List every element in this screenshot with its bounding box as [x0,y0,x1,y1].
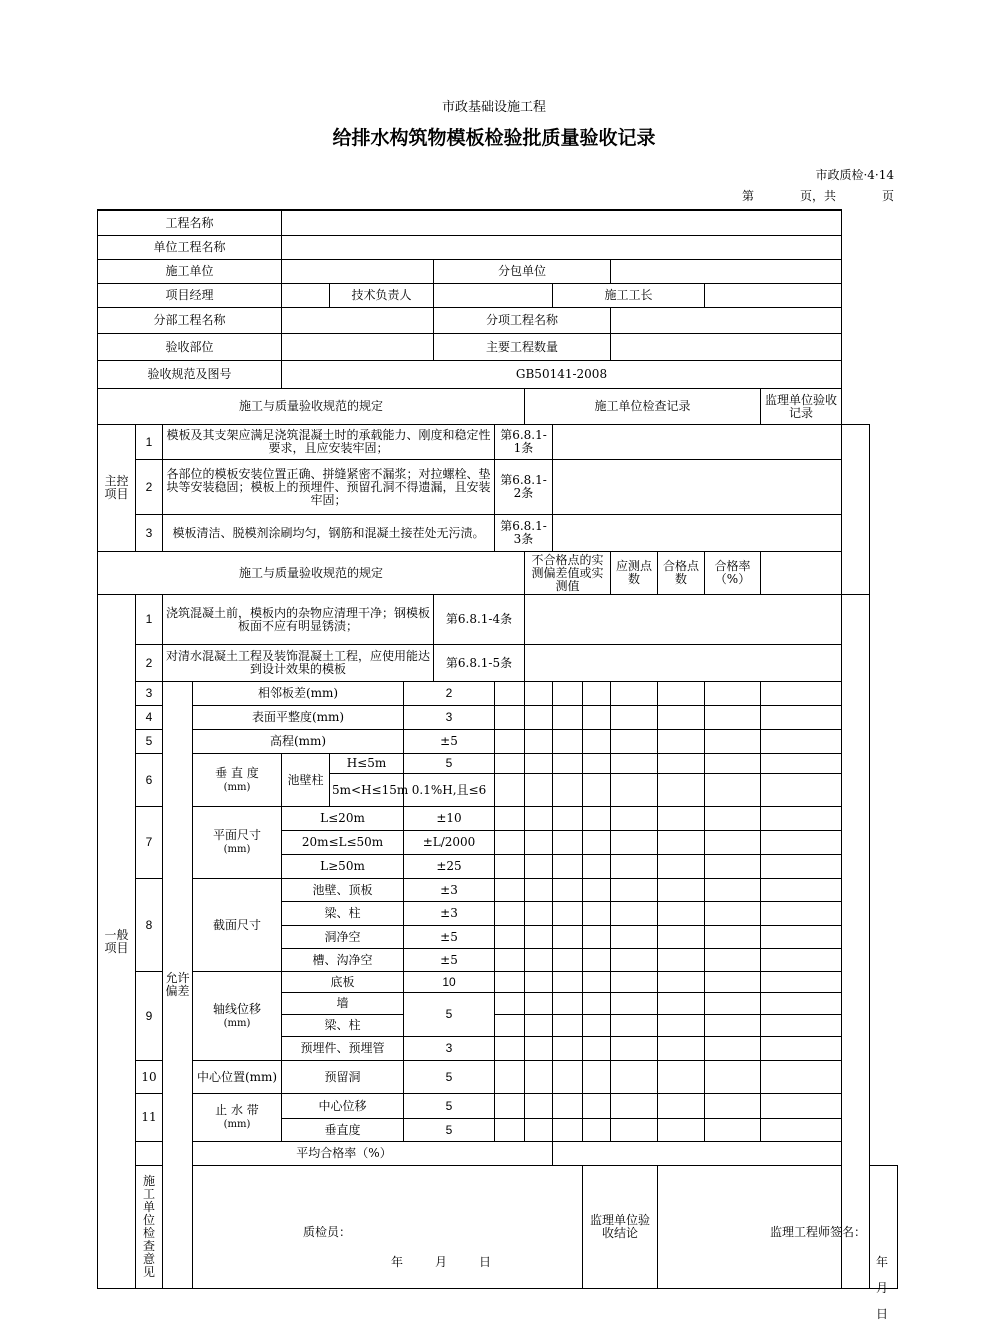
tolerance-value: 2 [404,682,495,706]
pass-rate-cell[interactable] [761,754,842,774]
deviation-cell[interactable] [611,754,658,774]
deviation-cell[interactable] [611,902,658,926]
month-label: 月 [435,1255,448,1269]
inspection-record-table [97,209,898,1321]
measured-points-cell[interactable] [658,902,705,926]
deviation-cell[interactable] [495,1015,525,1037]
deviation-cell[interactable] [525,1015,553,1037]
deviation-cell[interactable] [583,993,611,1015]
tolerance-item-no: 9 [136,972,163,1061]
qualified-points-cell[interactable] [705,1015,761,1037]
condition-label: L≤20m [282,807,404,831]
construction-unit-label: 施工单位 [98,260,282,284]
deviation-cell[interactable] [583,706,611,730]
pass-rate-cell[interactable] [761,1119,842,1142]
pass-rate-cell[interactable] [761,831,842,855]
main-quantity-value[interactable] [611,334,842,361]
general-item-no: 1 [136,595,163,645]
tolerance-value: 5 [404,1061,495,1094]
deviation-cell[interactable] [495,774,525,807]
pass-rate-cell[interactable] [761,972,842,993]
division-name-label: 分部工程名称 [98,308,282,334]
general-item-clause: 第6.8.1-4条 [434,595,525,645]
qualified-points-cell[interactable] [705,949,761,972]
spec-value[interactable]: GB50141-2008 [282,361,842,389]
deviation-cell[interactable] [495,949,525,972]
qualified-points-header: 合格点数 [658,552,705,595]
measured-points-cell[interactable] [658,682,705,706]
tolerance-item-name: 表面平整度(mm) [193,706,404,730]
deviation-cell[interactable] [611,807,658,831]
qualified-points-cell[interactable] [705,855,761,879]
pass-rate-cell[interactable] [761,730,842,754]
deviation-cell[interactable] [611,1061,658,1094]
tolerance-value: ±25 [404,855,495,879]
main-item-clause: 第6.8.1-2条 [495,460,553,515]
deviation-cell[interactable] [611,1094,658,1119]
deviation-cell[interactable] [495,855,525,879]
qualified-points-cell[interactable] [705,1094,761,1119]
deviation-cell[interactable] [611,972,658,993]
deviation-cell[interactable] [553,949,583,972]
measured-points-cell[interactable] [658,774,705,807]
deviation-cell[interactable] [525,902,553,926]
main-item-no: 2 [136,460,163,515]
tolerance-item-no: 5 [136,730,163,754]
tolerance-item-no: 4 [136,706,163,730]
deviation-cell[interactable] [495,706,525,730]
tolerance-value: 5 [404,1094,495,1119]
measured-points-cell[interactable] [658,1061,705,1094]
verticality-label: 垂 直 度 [215,765,259,780]
measured-points-cell[interactable] [658,855,705,879]
construction-opinion-area[interactable] [193,1166,583,1289]
deviation-cell[interactable] [495,682,525,706]
deviation-cell[interactable] [553,807,583,831]
subitem-name-label: 分项工程名称 [434,308,611,334]
unit-project-name-label: 单位工程名称 [98,236,282,260]
deviation-cell[interactable] [495,807,525,831]
deviation-cell[interactable] [553,682,583,706]
supervisor-sign-label: 监理工程师签名： [770,1225,867,1239]
deviation-cell[interactable] [583,949,611,972]
deviation-cell[interactable] [583,1119,611,1142]
measured-points-header: 应测点数 [611,552,658,595]
qualified-points-cell[interactable] [705,774,761,807]
tolerance-item-name [193,1094,282,1142]
deviation-cell[interactable] [495,1119,525,1142]
tolerance-item-no: 10 [136,1061,163,1094]
main-item-clause: 第6.8.1-1条 [495,425,553,460]
condition-label: 梁、柱 [282,902,404,926]
condition-label: 预留洞 [282,1061,404,1094]
qualified-points-cell[interactable] [705,754,761,774]
qualified-points-cell[interactable] [705,926,761,949]
deviation-cell[interactable] [583,902,611,926]
day-label: 日 [479,1255,492,1269]
deviation-cell[interactable] [525,682,553,706]
project-manager-label: 项目经理 [98,284,282,308]
measured-points-cell[interactable] [658,949,705,972]
pass-rate-header: 合格率（%） [705,552,761,595]
main-item-record[interactable] [553,515,842,552]
division-name-value[interactable] [282,308,434,334]
deviation-cell[interactable] [525,879,553,902]
project-name-value[interactable] [282,211,842,236]
supervisor-date [866,1256,898,1321]
deviation-cell[interactable] [583,754,611,774]
deviation-cell[interactable] [583,926,611,949]
general-item-text: 对清水混凝土工程及装饰混凝土工程，应使用能达到设计效果的模板 [163,645,434,682]
deviation-cell[interactable] [553,993,583,1015]
tolerance-value: 3 [404,1037,495,1061]
qualified-points-cell[interactable] [705,831,761,855]
subcontract-unit-label: 分包单位 [434,260,611,284]
qualified-points-cell[interactable] [705,1119,761,1142]
tolerance-value: ±5 [404,730,495,754]
deviation-cell[interactable] [495,993,525,1015]
deviation-cell[interactable] [583,1061,611,1094]
deviation-cell[interactable] [553,1037,583,1061]
tolerance-item-name [193,807,282,879]
deviation-cell[interactable] [495,1037,525,1061]
deviation-cell[interactable] [525,706,553,730]
deviation-cell[interactable] [583,879,611,902]
deviation-cell[interactable] [553,774,583,807]
deviation-header: 不合格点的实测偏差值或实测值 [525,552,611,595]
pass-rate-cell[interactable] [761,1061,842,1094]
deviation-cell[interactable] [553,902,583,926]
measured-points-cell[interactable] [658,1119,705,1142]
measured-points-cell[interactable] [658,831,705,855]
main-item-no: 1 [136,425,163,460]
measured-points-cell[interactable] [658,754,705,774]
deviation-cell[interactable] [525,807,553,831]
deviation-cell[interactable] [583,831,611,855]
inspection-part-value[interactable] [282,334,434,361]
measured-points-cell[interactable] [658,730,705,754]
general-item-clause: 第6.8.1-5条 [434,645,525,682]
deviation-cell[interactable] [525,730,553,754]
construction-date [391,1256,491,1269]
measured-points-cell[interactable] [658,879,705,902]
spec-label: 验收规范及图号 [98,361,282,389]
condition-label: 墙 [282,993,404,1015]
tolerance-item-name: 相邻板差(mm) [193,682,404,706]
deviation-cell[interactable] [525,1094,553,1119]
deviation-cell[interactable] [583,1037,611,1061]
deviation-cell[interactable] [495,1061,525,1094]
deviation-cell[interactable] [553,754,583,774]
tolerance-item-name: 中心位置(mm) [193,1061,282,1094]
measured-points-cell[interactable] [658,807,705,831]
qualified-points-cell[interactable] [705,972,761,993]
deviation-cell[interactable] [583,972,611,993]
general-item-text: 浇筑混凝土前，模板内的杂物应清理干净；钢模板板面不应有明显锈渍； [163,595,434,645]
measured-points-cell[interactable] [658,926,705,949]
unit-label: (mm) [223,1017,251,1029]
construction-unit-value[interactable] [282,260,434,284]
average-pass-rate-value[interactable] [553,1142,842,1166]
tolerance-value: 0.1%H,且≤6 [404,774,495,807]
tolerance-item-no: 6 [136,754,163,807]
deviation-cell[interactable] [553,1119,583,1142]
pass-rate-cell[interactable] [761,855,842,879]
waterstop-label: 止 水 带 [215,1103,259,1117]
document-title: 给排水构筑物模板检验批质量验收记录 [332,127,656,149]
deviation-cell[interactable] [495,972,525,993]
deviation-cell[interactable] [611,855,658,879]
pass-rate-cell[interactable] [761,879,842,902]
deviation-cell[interactable] [611,1015,658,1037]
tolerance-value: ±10 [404,807,495,831]
condition-label: 中心位移 [282,1094,404,1119]
deviation-cell[interactable] [553,1061,583,1094]
deviation-cell[interactable] [525,949,553,972]
measured-points-cell[interactable] [658,706,705,730]
deviation-cell[interactable] [611,730,658,754]
page-ye-gong: 页，共 [799,189,836,203]
condition-label: 槽、沟净空 [282,949,404,972]
deviation-cell[interactable] [611,706,658,730]
tolerance-value: ±5 [404,926,495,949]
deviation-cell[interactable] [525,754,553,774]
tolerance-value: ±3 [404,879,495,902]
tolerance-value: 5 [404,1119,495,1142]
project-manager-value[interactable] [282,284,330,308]
deviation-cell[interactable] [525,926,553,949]
plane-size-label: 平面尺寸 [212,828,261,842]
main-control-label: 主控项目 [98,425,136,552]
qualified-points-cell[interactable] [705,682,761,706]
main-item-text: 各部位的模板安装位置正确、拼缝紧密不漏浆；对拉螺栓、垫块等安装稳固；模板上的预埋件、预留孔洞不得遗漏，且安装牢固； [163,460,495,515]
deviation-cell[interactable] [583,1015,611,1037]
pass-rate-cell[interactable] [761,682,842,706]
unit-label: (mm) [223,844,251,855]
deviation-cell[interactable] [553,972,583,993]
tolerance-item-name [193,972,282,1061]
deviation-cell[interactable] [525,993,553,1015]
qualified-points-cell[interactable] [705,730,761,754]
form-code: 市政质检·4·14 [815,168,894,182]
general-items-label: 一般项目 [98,595,136,1289]
pass-rate-cell[interactable] [761,1037,842,1061]
qualified-points-cell[interactable] [705,807,761,831]
deviation-cell[interactable] [495,831,525,855]
day-label: 日 [875,1307,888,1321]
condition-label: 垂直度 [282,1119,404,1142]
year-label: 年 [391,1255,404,1269]
project-name-label: 工程名称 [98,211,282,236]
page-number-info [742,187,894,204]
general-item-no: 2 [136,645,163,682]
deviation-cell[interactable] [495,926,525,949]
main-item-record[interactable] [553,460,842,515]
pass-rate-cell[interactable] [761,902,842,926]
qualified-points-cell[interactable] [705,993,761,1015]
tolerance-item-no: 7 [136,807,163,879]
tolerance-value: 5 [404,993,495,1037]
deviation-cell[interactable] [495,879,525,902]
tolerance-item-no: 3 [136,682,163,706]
deviation-cell[interactable] [525,1119,553,1142]
main-supervisor-record[interactable] [842,425,870,595]
deviation-cell[interactable] [611,993,658,1015]
qualified-points-cell[interactable] [705,1037,761,1061]
deviation-cell[interactable] [583,807,611,831]
month-label: 月 [875,1281,888,1295]
deviation-cell[interactable] [553,1015,583,1037]
year-label: 年 [875,1255,888,1269]
deviation-cell[interactable] [525,774,553,807]
measured-points-cell[interactable] [658,993,705,1015]
deviation-cell[interactable] [495,902,525,926]
deviation-cell[interactable] [525,1037,553,1061]
deviation-cell[interactable] [525,831,553,855]
tolerance-value: ±L/2000 [404,831,495,855]
tolerance-value: ±3 [404,902,495,926]
measured-points-cell[interactable] [658,972,705,993]
unit-label: (mm) [223,781,251,793]
subcontract-unit-value[interactable] [611,260,842,284]
tolerance-value: 10 [404,972,495,993]
condition-label: 梁、柱 [282,1015,404,1037]
main-item-record[interactable] [553,425,842,460]
page-di: 第 [741,189,754,203]
qualified-points-cell[interactable] [705,706,761,730]
deviation-cell[interactable] [583,682,611,706]
inspector-label: 质检员： [303,1225,352,1239]
condition-label: 5m<H≤15m [330,774,404,807]
unit-label: (mm) [223,1119,251,1130]
deviation-cell[interactable] [495,754,525,774]
deviation-cell[interactable] [495,730,525,754]
deviation-cell[interactable] [495,1094,525,1119]
pass-rate-cell[interactable] [761,926,842,949]
deviation-cell[interactable] [611,682,658,706]
pass-rate-cell[interactable] [761,949,842,972]
supervisor-conclusion-label: 监理单位验收结论 [583,1166,658,1289]
check-record-header: 施工单位检查记录 [525,389,761,425]
main-item-text: 模板及其支架应满足浇筑混凝土时的承载能力、刚度和稳定性要求，且应安装牢固； [163,425,495,460]
deviation-cell[interactable] [611,926,658,949]
deviation-cell[interactable] [583,855,611,879]
deviation-cell[interactable] [611,949,658,972]
tolerance-item-no: 11 [136,1094,163,1142]
main-quantity-label: 主要工程数量 [434,334,611,361]
pass-rate-cell[interactable] [761,1015,842,1037]
deviation-cell[interactable] [553,1094,583,1119]
supervisor-record-header: 监理单位验收记录 [761,389,842,425]
deviation-cell[interactable] [553,831,583,855]
pass-rate-cell[interactable] [761,807,842,831]
axis-offset-label: 轴线位移 [212,1001,261,1016]
condition-label: 洞净空 [282,926,404,949]
general-spec-header: 施工与质量验收规范的规定 [98,552,525,595]
main-spec-header: 施工与质量验收规范的规定 [98,389,525,425]
subitem-name-value[interactable] [611,308,842,334]
pass-rate-cell[interactable] [761,774,842,807]
condition-label: L≥50m [282,855,404,879]
foreman-value[interactable] [705,284,842,308]
tolerance-item-name [193,754,282,807]
pass-rate-cell[interactable] [761,706,842,730]
condition-label: 底板 [282,972,404,993]
deviation-cell[interactable] [553,730,583,754]
deviation-cell[interactable] [553,926,583,949]
deviation-cell[interactable] [583,774,611,807]
deviation-cell[interactable] [611,831,658,855]
condition-label: 池壁、顶板 [282,879,404,902]
main-item-no: 3 [136,515,163,552]
measured-points-cell[interactable] [658,1015,705,1037]
pass-rate-cell[interactable] [761,993,842,1015]
pool-wall-column-label: 池壁柱 [282,754,330,807]
measured-points-cell[interactable] [658,1094,705,1119]
deviation-cell[interactable] [525,1061,553,1094]
inspection-part-label: 验收部位 [98,334,282,361]
deviation-cell[interactable] [525,855,553,879]
average-pass-rate-label: 平均合格率（%） [136,1142,553,1166]
deviation-cell[interactable] [611,879,658,902]
main-item-clause: 第6.8.1-3条 [495,515,553,552]
construction-opinion-label: 施工单位检查意见 [136,1166,163,1289]
deviation-cell[interactable] [553,879,583,902]
tech-lead-value[interactable] [434,284,553,308]
tolerance-item-no: 8 [136,879,163,972]
qualified-points-cell[interactable] [705,879,761,902]
supervisor-conclusion-area[interactable] [658,1166,898,1321]
tolerance-label: 允许偏差 [163,682,193,1289]
deviation-cell[interactable] [583,730,611,754]
page-ye: 页 [881,189,894,203]
tech-lead-label: 技术负责人 [330,284,434,308]
deviation-cell[interactable] [583,1094,611,1119]
tolerance-item-name: 截面尺寸 [193,879,282,972]
condition-label: 20m≤L≤50m [282,831,404,855]
qualified-points-cell[interactable] [705,902,761,926]
deviation-cell[interactable] [611,1037,658,1061]
tolerance-item-name: 高程(mm) [193,730,404,754]
pass-rate-cell[interactable] [761,1094,842,1119]
deviation-cell[interactable] [611,774,658,807]
tolerance-value: 3 [404,706,495,730]
tolerance-value: ±5 [404,949,495,972]
foreman-label: 施工工长 [553,284,705,308]
condition-label: H≤5m [330,754,404,774]
tolerance-value: 5 [404,754,495,774]
general-item-record[interactable] [525,595,842,645]
document-category: 市政基础设施工程 [441,100,546,115]
measured-points-cell[interactable] [658,1037,705,1061]
deviation-cell[interactable] [525,972,553,993]
unit-project-name-value[interactable] [282,236,842,260]
deviation-cell[interactable] [553,855,583,879]
general-item-record[interactable] [525,645,842,682]
deviation-cell[interactable] [611,1119,658,1142]
deviation-cell[interactable] [553,706,583,730]
main-item-text: 模板清洁、脱模剂涂刷均匀，钢筋和混凝土接茬处无污渍。 [163,515,495,552]
qualified-points-cell[interactable] [705,1061,761,1094]
condition-label: 预埋件、预埋管 [282,1037,404,1061]
